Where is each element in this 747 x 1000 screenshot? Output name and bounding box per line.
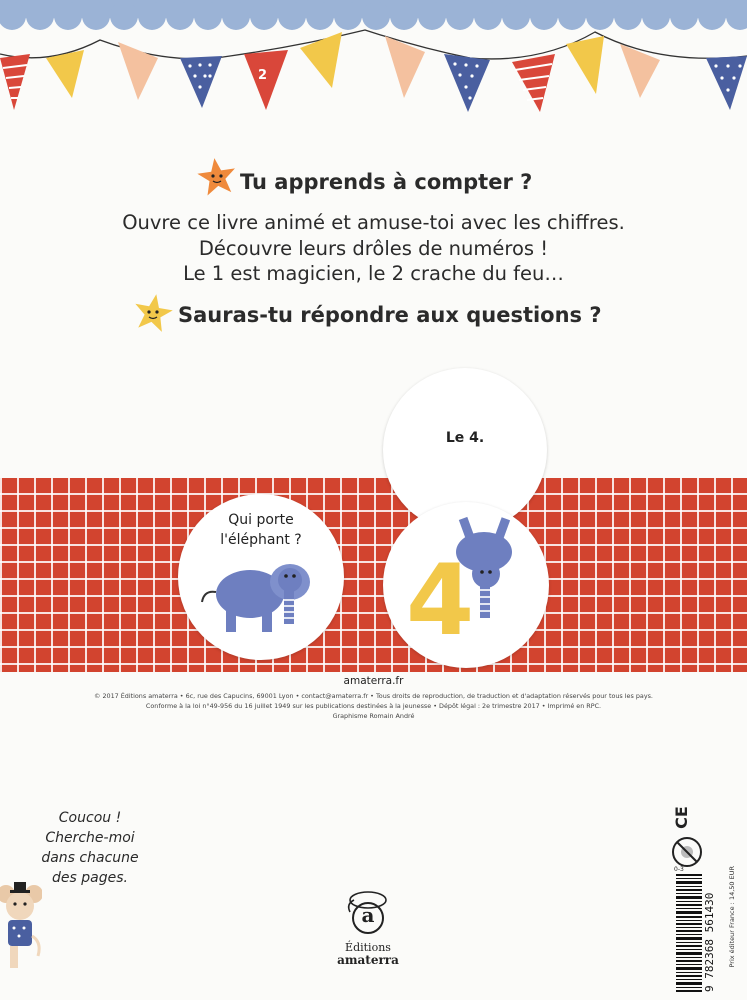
flag-yellow	[300, 32, 342, 88]
yellow-star-icon	[132, 292, 174, 334]
orange-star-icon	[196, 156, 238, 198]
flag-navy-dotted	[444, 54, 490, 112]
question-text	[178, 510, 344, 550]
answer-label: Le 4.	[445, 430, 485, 446]
flag-peach	[385, 36, 425, 98]
flag-yellow	[46, 50, 84, 98]
mouse-illustration	[0, 876, 42, 972]
flag-navy-dotted	[180, 56, 222, 108]
flag-yellow	[566, 36, 604, 94]
flag-navy-dotted	[706, 56, 747, 110]
credits-line: © 2017 Éditions amaterra • 6c, rue des Capucins, 69001 Lyon • contact@amaterra.fr • Tous droits de reproduction, de traduction et d'adaptation réservés pour tous les pays.	[94, 692, 653, 700]
red-checkered-strip	[0, 478, 747, 672]
age-warning-icon	[671, 836, 703, 868]
flag-red-striped	[0, 54, 30, 110]
credits-line: Conforme à la loi n°49-956 du 16 juillet 1949 sur les publications destinées à la jeunesse • Dépôt légal : 2e trimestre 2017 • Imprimé en RPC.	[145, 702, 602, 710]
intro-line: Le 1 est magicien, le 2 crache du feu…	[183, 262, 564, 285]
heading-questions: Sauras-tu répondre aux questions ?	[178, 303, 602, 327]
mouse-note-line: Coucou !	[58, 810, 122, 826]
flag-peach	[620, 44, 660, 98]
barcode	[676, 874, 702, 992]
logo-letter: a	[361, 903, 375, 927]
heading-count: Tu apprends à compter ?	[240, 170, 533, 194]
mouse-note	[30, 808, 150, 888]
intro-line: Découvre leurs drôles de numéros !	[198, 237, 549, 260]
flag-peach	[118, 42, 158, 100]
question-line: l'éléphant ?	[220, 532, 302, 548]
logo-editions: Éditions	[345, 941, 391, 954]
mouse-note-line: Cherche-moi	[45, 830, 135, 846]
question-line: Qui porte	[228, 512, 294, 528]
credits-line: Graphisme Romain André	[332, 712, 415, 720]
mouse-note-line: dans chacune	[41, 850, 139, 866]
yellow-digit: 4	[406, 544, 475, 658]
intro-line: Ouvre ce livre animé et amuse-toi avec les chiffres.	[122, 211, 625, 234]
logo-amaterra: amaterra	[337, 953, 399, 967]
flag-red-striped	[512, 54, 555, 112]
barcode-number: 9 782368 561430	[703, 892, 716, 992]
elephant-illustration	[198, 556, 318, 638]
publisher-website[interactable]: amaterra.fr	[343, 675, 404, 687]
mouse-note-line: des pages.	[52, 870, 128, 886]
bunting-number: 2	[258, 68, 268, 83]
ce-mark: CE	[671, 806, 691, 829]
price-label: Prix éditeur France : 14,50 EUR	[728, 866, 736, 968]
bunting-garland	[0, 18, 747, 118]
age-warning-text: 0-3	[674, 866, 684, 873]
